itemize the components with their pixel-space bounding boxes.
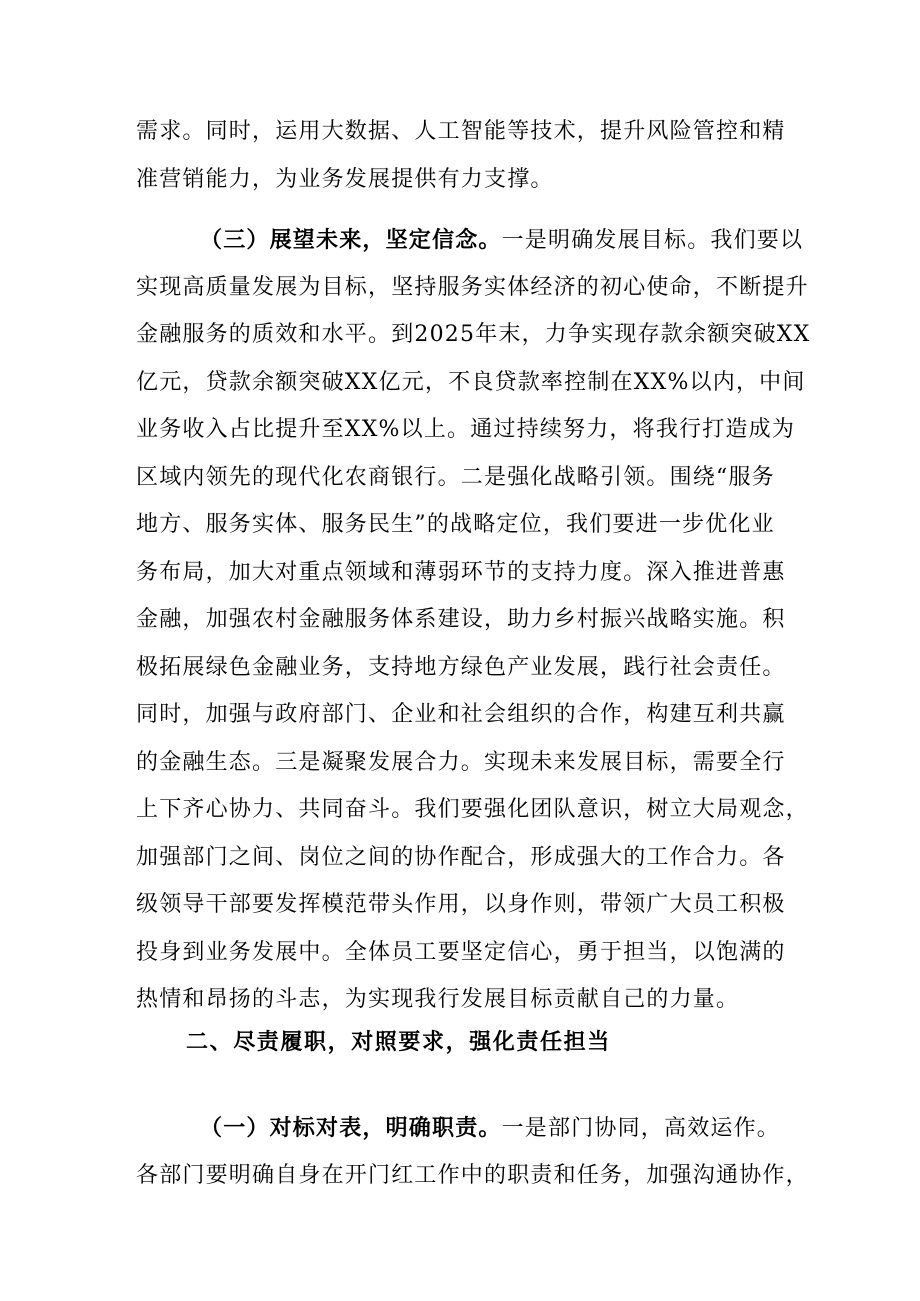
paragraph-2-first-line bbox=[136, 228, 811, 252]
paragraph-2-line: 金融，加强农村金融服务体系建设，助力乡村振兴战略实施。积 bbox=[136, 607, 786, 632]
paragraph-2-line: 投身到业务发展中。全体员工要坚定信心，勇于担当，以饱满的 bbox=[136, 939, 786, 965]
paragraph-3-line: 各部门要明确自身在开门红工作中的职责和任务，加强沟通协作， bbox=[136, 1162, 809, 1188]
paragraph-2-line: 的金融生态。三是凝聚发展合力。实现未来发展目标，需要全行 bbox=[136, 749, 786, 775]
paragraph-1-line-2: 准营销能力，为业务发展提供有力支撑。 bbox=[136, 166, 554, 192]
paragraph-2-line: 地方、服务实体、服务民生”的战略定位，我们要进一步优化业 bbox=[136, 512, 775, 537]
paragraph-2-line: 极拓展绿色金融业务，支持地方绿色产业发展，践行社会责任。 bbox=[136, 654, 786, 680]
paragraph-3-first-line-rest: 一是部门协同，高效运作。 bbox=[501, 1116, 781, 1141]
paragraph-2 bbox=[136, 228, 811, 1012]
paragraph-2-line: 区域内领先的现代化农商银行。二是强化战略引领。围绕“服务 bbox=[136, 464, 775, 490]
paragraph-2-line: 加强部门之间、岗位之间的协作配合，形成强大的工作合力。各 bbox=[136, 844, 786, 870]
paragraph-2-line: 亿元，贷款余额突破XX亿元，不良贷款率控制在XX%以内，中间 bbox=[136, 369, 806, 395]
paragraph-2-first-line-rest: 一是明确发展目标。我们要以 bbox=[501, 228, 804, 253]
paragraph-2-line: 上下齐心协力、共同奋斗。我们要强化团队意识，树立大局观念， bbox=[136, 797, 809, 822]
section-heading: 二、尽责履职，对照要求，强化责任担当 bbox=[186, 1029, 611, 1055]
paragraph-1-line-1: 需求。同时，运用大数据、人工智能等技术，提升风险管控和精 bbox=[136, 119, 786, 144]
paragraph-3 bbox=[136, 1116, 809, 1188]
paragraph-2-line: 务布局，加大对重点领域和薄弱环节的支持力度。深入推进普惠 bbox=[136, 559, 786, 585]
paragraph-2-bold-lead: （三）展望未来，坚定信念。 bbox=[200, 227, 502, 253]
paragraph-1 bbox=[136, 120, 786, 192]
paragraph-2-line: 热情和昂扬的斗志，为实现我行发展目标贡献自己的力量。 bbox=[136, 987, 740, 1012]
paragraph-3-first-line bbox=[136, 1116, 809, 1140]
paragraph-2-line: 金融服务的质效和水平。到2025年末，力争实现存款余额突破XX bbox=[136, 322, 811, 347]
paragraph-2-line: 级领导干部要发挥模范带头作用，以身作则，带领广大员工积极 bbox=[136, 892, 786, 917]
paragraph-2-line: 业务收入占比提升至XX%以上。通过持续努力，将我行打造成为 bbox=[136, 417, 796, 442]
paragraph-2-line: 实现高质量发展为目标，坚持服务实体经济的初心使命，不断提升 bbox=[136, 274, 809, 300]
paragraph-2-line: 同时，加强与政府部门、企业和社会组织的合作，构建互利共赢 bbox=[136, 702, 786, 727]
paragraph-3-bold-lead: （一）对标对表，明确职责。 bbox=[200, 1115, 502, 1141]
